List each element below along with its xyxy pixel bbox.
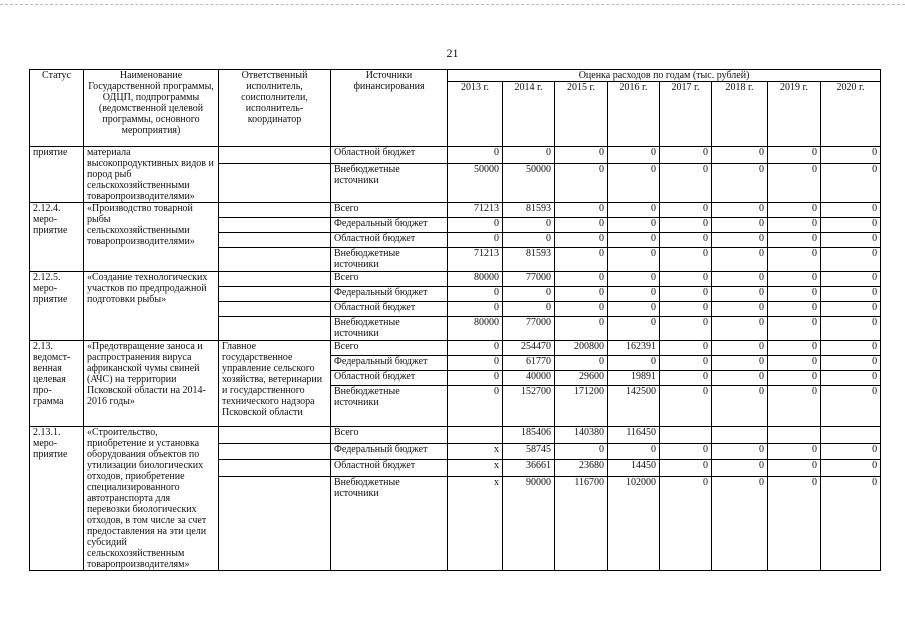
value-cell: 0 [712,476,768,570]
value-cell: 0 [448,233,503,248]
value-cell: 0 [712,287,768,302]
source-cell: Внебюджетные источники [331,317,448,341]
responsible-cell [219,164,331,203]
value-cell: 171200 [555,386,608,427]
value-cell: 0 [660,341,712,356]
value-cell: 0 [660,164,712,203]
value-cell: 0 [768,443,821,460]
value-cell: 0 [821,371,881,386]
value-cell: 0 [768,233,821,248]
value-cell: 0 [448,218,503,233]
value-cell: 58745 [503,443,555,460]
value-cell: 0 [712,233,768,248]
value-cell [821,427,881,444]
value-cell: 61770 [503,356,555,371]
value-cell: 81593 [503,203,555,218]
responsible-cell [219,317,331,341]
header-status: Статус [30,70,84,147]
responsible-cell [219,287,331,302]
value-cell: 140380 [555,427,608,444]
value-cell: 0 [660,460,712,477]
value-cell: 0 [712,147,768,164]
value-cell: 0 [768,476,821,570]
value-cell: 40000 [503,371,555,386]
responsible-cell [219,218,331,233]
header-name: Наименование Государственной программы, ОДЦП, подпрограммы (ведомственной целевой программы, основного мероприятия) [84,70,219,147]
value-cell: 0 [555,317,608,341]
value-cell: 0 [821,460,881,477]
value-cell: 0 [712,248,768,272]
source-cell: Внебюджетные источники [331,386,448,427]
value-cell: 23680 [555,460,608,477]
header-year: 2013 г. [448,82,503,147]
value-cell: 0 [660,218,712,233]
status-cell: приятие [30,147,84,203]
source-cell: Всего [331,203,448,218]
value-cell: 0 [448,147,503,164]
value-cell: 0 [768,218,821,233]
header-year: 2019 г. [768,82,821,147]
value-cell: 0 [448,302,503,317]
value-cell: 0 [712,317,768,341]
value-cell: 0 [608,317,660,341]
value-cell: 0 [821,164,881,203]
value-cell: 254470 [503,341,555,356]
value-cell: 0 [660,476,712,570]
value-cell: 0 [821,317,881,341]
value-cell: 162391 [608,341,660,356]
value-cell: 77000 [503,317,555,341]
value-cell: 0 [821,356,881,371]
value-cell: 50000 [503,164,555,203]
value-cell: 0 [555,147,608,164]
value-cell: 0 [448,287,503,302]
value-cell: x [448,443,503,460]
table-row [30,427,881,444]
value-cell: 0 [555,164,608,203]
source-cell: Федеральный бюджет [331,218,448,233]
value-cell: 0 [712,218,768,233]
value-cell: 0 [608,233,660,248]
value-cell: 0 [821,248,881,272]
value-cell: 0 [821,218,881,233]
header-row [30,70,881,82]
responsible-cell [219,233,331,248]
source-cell: Областной бюджет [331,302,448,317]
value-cell: 0 [768,248,821,272]
value-cell: 0 [821,287,881,302]
source-cell: Областной бюджет [331,460,448,477]
value-cell: 0 [712,341,768,356]
value-cell: 0 [712,460,768,477]
value-cell: 0 [503,218,555,233]
value-cell: 0 [712,203,768,218]
status-cell: 2.13.1. меро-приятие [30,427,84,571]
value-cell: 0 [821,386,881,427]
value-cell: 0 [448,386,503,427]
status-cell: 2.12.4. меро-приятие [30,203,84,272]
value-cell: 0 [555,302,608,317]
value-cell: 0 [555,272,608,287]
source-cell: Федеральный бюджет [331,287,448,302]
value-cell: 0 [660,233,712,248]
value-cell: 80000 [448,272,503,287]
value-cell: 0 [768,147,821,164]
responsible-cell [219,460,331,477]
value-cell: 0 [448,371,503,386]
value-cell: 102000 [608,476,660,570]
value-cell: 0 [712,164,768,203]
value-cell: 0 [768,302,821,317]
value-cell: 0 [555,356,608,371]
value-cell: 0 [660,147,712,164]
value-cell: 0 [660,302,712,317]
table-row [30,272,881,287]
value-cell: 90000 [503,476,555,570]
value-cell: 0 [503,287,555,302]
value-cell: 29600 [555,371,608,386]
value-cell: 0 [555,443,608,460]
responsible-cell [219,248,331,272]
value-cell: 0 [608,147,660,164]
value-cell: 0 [503,147,555,164]
source-cell: Внебюджетные источники [331,248,448,272]
table-row [30,203,881,218]
source-cell: Внебюджетные источники [331,164,448,203]
value-cell: 0 [768,341,821,356]
value-cell: 0 [712,356,768,371]
value-cell: 0 [555,248,608,272]
value-cell: 0 [712,443,768,460]
value-cell: 0 [768,371,821,386]
value-cell: 0 [821,233,881,248]
value-cell: 0 [660,317,712,341]
header-year: 2016 г. [608,82,660,147]
value-cell: 71213 [448,248,503,272]
value-cell: 81593 [503,248,555,272]
value-cell: 14450 [608,460,660,477]
value-cell: 0 [608,443,660,460]
value-cell: 0 [608,356,660,371]
value-cell: 0 [821,476,881,570]
header-sources: Источники финансирования [331,70,448,147]
value-cell: 0 [768,203,821,218]
value-cell: 0 [608,287,660,302]
value-cell: 0 [821,203,881,218]
value-cell: 0 [712,371,768,386]
header-year: 2015 г. [555,82,608,147]
name-cell: «Предотвращение заноса и распространения вируса африканской чумы свиней (АЧС) на территории Псковской области на 2014-2016 годы» [84,341,219,427]
value-cell: 0 [608,203,660,218]
status-cell: 2.13. ведомст-венная целевая про-грамма [30,341,84,427]
value-cell: 185406 [503,427,555,444]
name-cell: «Производство товарной рыбы сельскохозяйственными товаропроизводителями» [84,203,219,272]
value-cell: 0 [503,233,555,248]
value-cell: 116700 [555,476,608,570]
header-responsible: Ответственный исполнитель, соисполнители, исполнитель-координатор [219,70,331,147]
value-cell: 0 [660,248,712,272]
value-cell: 50000 [448,164,503,203]
source-cell: Областной бюджет [331,147,448,164]
value-cell: 0 [503,302,555,317]
value-cell: 0 [660,386,712,427]
value-cell: 0 [768,356,821,371]
value-cell: 0 [660,287,712,302]
value-cell: 116450 [608,427,660,444]
value-cell: 0 [768,272,821,287]
value-cell: 0 [768,460,821,477]
header-year: 2014 г. [503,82,555,147]
value-cell: 0 [660,356,712,371]
value-cell: 0 [768,317,821,341]
value-cell: 0 [555,203,608,218]
value-cell: 0 [821,272,881,287]
status-cell: 2.12.5. меро-приятие [30,272,84,341]
responsible-cell [219,476,331,570]
value-cell: 0 [821,341,881,356]
value-cell: 80000 [448,317,503,341]
source-cell: Внебюджетные источники [331,476,448,570]
value-cell: 142500 [608,386,660,427]
value-cell: 71213 [448,203,503,218]
value-cell: x [448,460,503,477]
value-cell: 152700 [503,386,555,427]
scan-top-edge [0,4,905,5]
value-cell: 0 [712,272,768,287]
value-cell [768,427,821,444]
value-cell: 36661 [503,460,555,477]
value-cell: 0 [712,302,768,317]
source-cell: Федеральный бюджет [331,443,448,460]
source-cell: Областной бюджет [331,371,448,386]
value-cell: 0 [660,272,712,287]
value-cell: 0 [555,233,608,248]
header-estimate: Оценка расходов по годам (тыс. рублей) [448,70,881,82]
responsible-cell [219,203,331,218]
value-cell: 0 [821,147,881,164]
page-number: 21 [446,46,459,60]
expenditure-table [29,69,881,571]
name-cell: «Создание технологических участков по предпродажной подготовки рыбы» [84,272,219,341]
responsible-cell [219,443,331,460]
value-cell: 0 [608,272,660,287]
value-cell: 77000 [503,272,555,287]
value-cell: 0 [608,164,660,203]
value-cell: 0 [608,302,660,317]
value-cell: 0 [660,371,712,386]
value-cell: 0 [448,341,503,356]
source-cell: Всего [331,341,448,356]
header-year: 2017 г. [660,82,712,147]
value-cell: 0 [768,386,821,427]
responsible-cell [219,427,331,444]
responsible-cell [219,302,331,317]
responsible-cell: Главное государственное управление сельского хозяйства, ветеринарии и государственного технического надзора Псковской области [219,341,331,427]
value-cell: 0 [821,302,881,317]
value-cell: 0 [660,443,712,460]
value-cell: 0 [608,248,660,272]
header-year: 2018 г. [712,82,768,147]
value-cell: 0 [712,386,768,427]
value-cell [660,427,712,444]
responsible-cell [219,147,331,164]
value-cell: 19891 [608,371,660,386]
value-cell [712,427,768,444]
value-cell: 0 [448,356,503,371]
header-year: 2020 г. [821,82,881,147]
table-row [30,341,881,356]
value-cell: 0 [821,443,881,460]
value-cell: 0 [660,203,712,218]
value-cell [448,427,503,444]
name-cell: материала высокопродуктивных видов и пород рыб сельскохозяйственными товаропроизводителями» [84,147,219,203]
value-cell: 0 [555,218,608,233]
source-cell: Всего [331,272,448,287]
name-cell: «Строительство, приобретение и установка оборудования объектов по утилизации биологических отходов, приобретение специализированного автотранспорта для перевозки биологических отходов, в том числе за счет предоставления на эти цели субсидий сельскохозяйственным товаропроизводителям» [84,427,219,571]
value-cell: 0 [768,164,821,203]
value-cell: 0 [555,287,608,302]
value-cell: 0 [608,218,660,233]
table-row [30,147,881,164]
value-cell: 0 [768,287,821,302]
table-body [30,70,881,571]
value-cell: x [448,476,503,570]
responsible-cell [219,272,331,287]
value-cell: 200800 [555,341,608,356]
source-cell: Областной бюджет [331,233,448,248]
source-cell: Всего [331,427,448,444]
source-cell: Федеральный бюджет [331,356,448,371]
